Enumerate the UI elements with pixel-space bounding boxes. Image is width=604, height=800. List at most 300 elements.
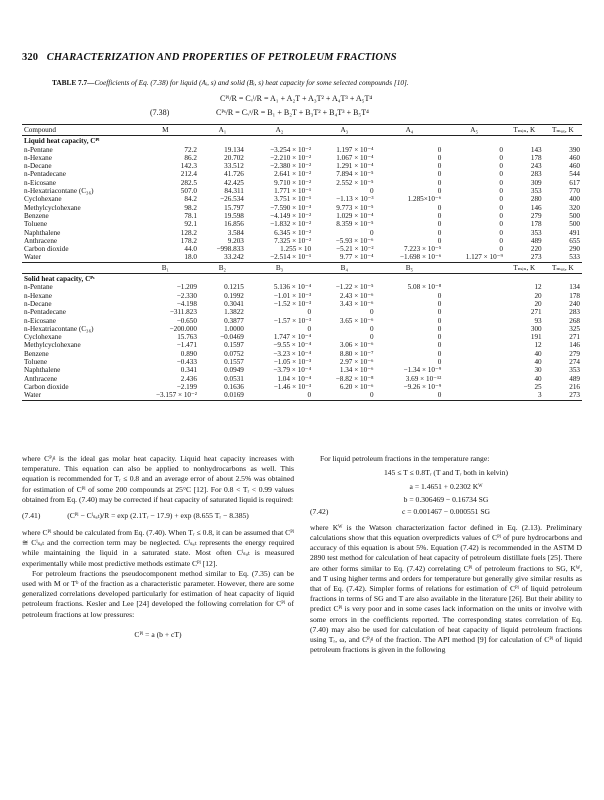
running-header: [22, 52, 582, 63]
table-cell: −1.52 × 10⁻³: [273, 299, 312, 308]
table-cell: 325: [569, 324, 580, 333]
table-row: [22, 350, 582, 358]
table-cell: −2.330: [176, 291, 197, 300]
table-cell: 2.436: [180, 374, 197, 383]
table-cell: −0.650: [176, 316, 197, 325]
table-cell: Compound: [22, 125, 132, 136]
table-cell: B₃: [246, 262, 313, 273]
table-cell: −3.23 × 10⁻⁴: [273, 349, 312, 358]
table-cell: Cyclohexane: [24, 333, 62, 342]
table-cell: 16.856: [224, 220, 244, 229]
table-cell: 33.242: [224, 253, 244, 262]
table-cell: −1.01 × 10⁻³: [273, 291, 312, 300]
table-cell: 146: [569, 341, 580, 350]
table-cell: [22, 262, 132, 273]
table-cell: 0: [499, 162, 503, 171]
table-cell: 0: [437, 203, 442, 212]
table-cell: 0: [437, 178, 442, 187]
equation-c: c = 0.001467 − 0.000551 SG: [401, 506, 491, 516]
table-cell: 12: [534, 283, 542, 292]
table-cell: 212.4: [180, 170, 197, 179]
table-cell: 290: [569, 245, 580, 254]
solid-header-row: [22, 262, 582, 273]
table-cell: −998.833: [216, 245, 244, 254]
table-cell: −2.380 × 10⁻²: [270, 162, 312, 171]
table-cell: n-Hexane: [24, 291, 52, 300]
table-cell: 2.97 × 10⁻⁶: [339, 358, 374, 367]
table-cell: 93: [534, 316, 542, 325]
table-cell: 1.3822: [224, 308, 244, 317]
table-cell: B₄: [313, 262, 375, 273]
table-cell: 280: [530, 195, 542, 204]
table-cell: −2.199: [176, 382, 197, 391]
table-cell: 0: [369, 324, 374, 333]
table-cell: 0.3041: [224, 299, 244, 308]
table-row: [22, 187, 582, 195]
table-cell: 98.2: [184, 203, 197, 212]
table-row: [22, 170, 582, 178]
table-cell: [443, 262, 505, 273]
table-cell: 353: [530, 228, 542, 237]
table-cell: A₅: [443, 125, 505, 136]
table-cell: 1.255 × 10: [280, 245, 312, 254]
table-cell: 178: [569, 291, 580, 300]
table-cell: B₂: [199, 262, 246, 273]
table-cell: −4.149 × 10⁻²: [270, 211, 312, 220]
table-cell: 3.584: [227, 228, 244, 237]
table-cell: Naphthalene: [24, 366, 61, 375]
table-cell: 0: [437, 153, 442, 162]
table-cell: 0.341: [180, 366, 197, 375]
table-row: [22, 375, 582, 383]
table-cell: 0: [499, 236, 503, 245]
table-caption-label: TABLE 7.7—: [52, 78, 95, 87]
table-cell: Tₘᵢₙ, K: [505, 125, 544, 136]
table-cell: 353: [530, 187, 542, 196]
table-cell: −4.198: [176, 299, 197, 308]
equation-b: b = 0.306469 − 0.16734 SG: [403, 494, 489, 504]
table-cell: 2.43 × 10⁻⁶: [339, 291, 374, 300]
table-cell: 42.425: [224, 178, 244, 187]
table-cell: n-Eicosane: [24, 316, 56, 325]
table-cell: 33.512: [224, 162, 244, 171]
table-row: [22, 179, 582, 187]
table-cell: 142.3: [180, 162, 197, 171]
table-cell: 1.197 × 10⁻⁴: [336, 145, 374, 154]
table-cell: 92.1: [184, 220, 197, 229]
table-cell: −311.823: [169, 308, 197, 317]
table-cell: 0.1597: [224, 341, 244, 350]
table-cell: 0.1636: [224, 382, 244, 391]
table-cell: 0: [499, 211, 503, 220]
table-cell: 489: [530, 236, 542, 245]
table-cell: [443, 391, 505, 400]
table-cell: 283: [530, 170, 542, 179]
table-cell: 2.552 × 10⁻⁵: [336, 178, 374, 187]
table-cell: −26.534: [220, 195, 244, 204]
table-cell: 0: [437, 299, 442, 308]
table-cell: [443, 308, 505, 316]
table-cell: Anthracene: [24, 236, 58, 245]
table-cell: 15.763: [177, 333, 197, 342]
table-cell: −3.79 × 10⁻⁴: [273, 366, 312, 375]
table-cell: Toluene: [24, 358, 48, 367]
table-cell: 7.894 × 10⁻⁵: [336, 170, 374, 179]
table-cell: 84.311: [224, 187, 244, 196]
table-cell: 3: [505, 391, 544, 400]
table-cell: 0: [499, 153, 503, 162]
table-row: [22, 162, 582, 170]
table-cell: 5.08 × 10⁻⁸: [407, 283, 442, 292]
table-row: [22, 253, 582, 262]
table-cell: n-Hexatriacontane (C₃₆): [24, 324, 94, 333]
table-cell: 271: [530, 308, 542, 317]
table-cell: 309: [530, 178, 542, 187]
table-cell: Cyclohexane: [24, 195, 62, 204]
table-cell: 9.710 × 10⁻²: [274, 178, 312, 187]
table-cell: 1.771 × 10⁻¹: [274, 187, 312, 196]
table-cell: 460: [569, 162, 580, 171]
left-paragraph-1: where Cᴾᵢᵍ is the ideal gas molar heat capacity. Liquid heat capacity increases with temperature. This equation can also be applied to nonhydrocarbons as well. This equation is recommended for Tᵣ ≤ 0.8 and an average error of about 2.5% was obtained for estimation of Cᴾˡ of some 200 compounds at 25°C [12]. For 0.8 < Tᵣ < 0.99 values obtained from Eq. (7.40) may be corrected if heat capacity of saturated liquid is required:: [22, 454, 294, 504]
table-cell: 9.203: [227, 236, 244, 245]
table-cell: −5.93 × 10⁻⁶: [335, 236, 374, 245]
table-cell: 400: [569, 195, 580, 204]
table-cell: 282.5: [180, 178, 197, 187]
table-cell: 25: [534, 382, 542, 391]
table-row: [22, 317, 582, 325]
table-cell: 0: [499, 145, 503, 154]
table-row: [22, 325, 582, 333]
table-cell: 0: [437, 324, 442, 333]
table-cell: 0: [437, 228, 442, 237]
table-cell: Tₘᵢₙ, K: [505, 262, 544, 273]
table-cell: 655: [569, 236, 580, 245]
table-cell: 489: [569, 374, 580, 383]
table-cell: 0: [499, 245, 503, 254]
table-cell: −1.57 × 10⁻³: [273, 316, 312, 325]
table-cell: 0: [499, 228, 503, 237]
table-cell: 9.773 × 10⁻⁵: [336, 203, 374, 212]
table-cell: −2.514 × 10⁻¹: [270, 253, 312, 262]
liquid-section-heading-label: Liquid heat capacity, Cᴾˡ: [24, 137, 100, 146]
table-cell: 0: [437, 162, 442, 171]
table-cell: 0: [437, 187, 442, 196]
table-row: [22, 220, 582, 228]
table-cell: 216: [569, 382, 580, 391]
table-cell: [443, 333, 505, 341]
table-cell: −9.55 × 10⁻⁴: [273, 341, 312, 350]
table-cell: 1.127 × 10⁻⁹: [465, 253, 503, 262]
table-cell: 143: [530, 145, 542, 154]
table-cell: 0.0169: [199, 391, 246, 400]
table-cell: 178: [530, 220, 542, 229]
table-cell: 279: [569, 349, 580, 358]
table-cell: 0: [313, 391, 375, 400]
table-cell: Carbon dioxide: [24, 245, 69, 254]
table-cell: [443, 350, 505, 358]
right-paragraph-2: where Kᵂ is the Watson characterization factor defined in Eq. (2.13). Preliminary calculations show that this equation overpredicts values of Cᴾˡ of pure hydrocarbons and accuracy of this equation is about 5%. Equation (7.42) is recommended in the ASTM D 2890 test method for calculation of heat capacity of petroleum distillate fuels [25]. There are other forms similar to Eq. (7.42) correlating Cᴾˡ of petroleum fractions to SG, Kᵂ, and T using higher terms and orders for temperature but generally give similar results as that of Eq. (7.42). Simpler forms of relations for estimation of Cᴾˡ of liquid petroleum fractions in terms of SG and T are also available in the literature [26]. But their ability to predict Cᴾˡ is very poor and in some cases lack information on the units or involve with some errors in the coefficients reported. The corresponding states correlation of Eq. (7.40) may also be used for calculation of heat capacity of liquid petroleum fractions using Tᵣ, ω, and Cᴾᵢᵍ of the fraction. The API method [9] for calculation of Cᴾˡ of liquid petroleum fractions is given in the following: [310, 522, 582, 655]
equation-solid: Cᴾˢ/R = Cᵥˢ/R = B₁ + B₂T + B₃T² + B₄T³ + B₅T⁴: [216, 108, 369, 117]
table-cell: 8.80 × 10⁻⁷: [339, 349, 374, 358]
table-cell: 300: [530, 324, 542, 333]
table-cell: 283: [569, 308, 580, 317]
table-cell: 0: [437, 291, 442, 300]
table-cell: [443, 358, 505, 366]
table-caption: [52, 78, 572, 87]
heat-capacity-table: [22, 124, 582, 401]
table-cell: n-Eicosane: [24, 178, 56, 187]
table-cell: A₂: [246, 125, 313, 136]
table-cell: Water: [24, 253, 41, 262]
table-cell: 20: [534, 291, 542, 300]
solid-section-heading-label: Solid heat capacity, Cᴾˢ: [24, 275, 95, 284]
table-cell: 0.1215: [224, 283, 244, 292]
table-cell: 9.77 × 10⁻⁴: [339, 253, 374, 262]
table-cell: 533: [569, 253, 580, 262]
table-cell: 0: [307, 308, 312, 317]
equation-number-741: (7.41): [22, 511, 41, 521]
table-cell: 353: [569, 366, 580, 375]
table-cell: 273: [530, 253, 542, 262]
table-row: [22, 300, 582, 308]
table-cell: −1.13 × 10⁻³: [336, 195, 374, 204]
table-cell: 0: [499, 203, 503, 212]
table-cell: [443, 283, 505, 291]
table-cell: 0.0752: [224, 349, 244, 358]
table-cell: [443, 317, 505, 325]
table-row: [22, 237, 582, 245]
table-cell: B₅: [376, 262, 444, 273]
table-cell: 390: [569, 145, 580, 154]
table-cell: 0.3877: [224, 316, 244, 325]
table-cell: Benzene: [24, 211, 49, 220]
table-cell: n-Decane: [24, 299, 52, 308]
table-cell: 3.43 × 10⁻⁶: [339, 299, 374, 308]
table-cell: 268: [569, 316, 580, 325]
table-cell: 460: [569, 153, 580, 162]
running-title: CHARACTERIZATION AND PROPERTIES OF PETROLEUM FRACTIONS: [46, 52, 397, 63]
table-cell: n-Pentane: [24, 145, 53, 154]
table-row: [22, 308, 582, 316]
table-cell: −200.000: [169, 324, 197, 333]
table-cell: 19.598: [224, 211, 244, 220]
table-row: [22, 212, 582, 220]
table-cell: Methylcyclohexane: [24, 203, 81, 212]
table-cell: −9.26 × 10⁻⁹: [403, 382, 442, 391]
table-cell: 1.747 × 10⁻⁴: [273, 333, 312, 342]
table-row: [22, 292, 582, 300]
table-cell: n-Hexane: [24, 153, 52, 162]
table-cell: 18.0: [184, 253, 197, 262]
table-cell: 134: [569, 283, 580, 292]
left-column: [22, 454, 294, 644]
table-cell: −0.433: [176, 358, 197, 367]
equation-742: [310, 507, 582, 518]
table-cell: 491: [569, 228, 580, 237]
table-cell: 128.2: [180, 228, 197, 237]
table-cell: 191: [530, 333, 542, 342]
table-cell: 1.067 × 10⁻⁴: [336, 153, 374, 162]
table-cell: 3.65 × 10⁻⁶: [339, 316, 374, 325]
table-cell: 3.751 × 10⁻¹: [274, 195, 312, 204]
table-cell: −1.05 × 10⁻³: [273, 358, 312, 367]
table-cell: 5.136 × 10⁻⁴: [273, 283, 312, 292]
page-number: 320: [22, 52, 39, 63]
table-cell: Carbon dioxide: [24, 382, 69, 391]
table-row: [22, 391, 582, 400]
table-cell: 146: [530, 203, 542, 212]
table-cell: 0: [437, 170, 442, 179]
table-cell: Benzene: [24, 349, 49, 358]
table-row: [22, 204, 582, 212]
table-cell: −1.832 × 10⁻²: [270, 220, 312, 229]
table-cell: 320: [569, 203, 580, 212]
table-cell: 0: [499, 178, 503, 187]
table-cell: A₃: [313, 125, 375, 136]
table-cell: 0: [246, 391, 313, 400]
table-cell: 178.2: [180, 236, 197, 245]
left-paragraph-3: For petroleum fractions the pseudocomponent method similar to Eq. (7.35) can be used with M or Tᵇ of the fraction as a characteristic parameter. However, there are some generalized correlations developed particularly for estimation of heat capacity of liquid petroleum fractions. Kesler and Lee [24] developed the following correlation for Cᴾˡ of petroleum fractions at low pressures:: [22, 568, 294, 619]
liquid-header-row: [22, 125, 582, 136]
table-caption-text: Coefficients of Eq. (7.38) for liquid (Aᵢ, s) and solid (Bᵢ, s) heat capacity for some selected compounds [10].: [94, 78, 409, 87]
table-cell: 12: [534, 341, 542, 350]
temperature-range: 145 ≤ T ≤ 0.8Tᵣ (T and Tᵣ both in kelvin): [383, 468, 509, 478]
table-cell: 19.134: [224, 145, 244, 154]
solid-section-heading: [22, 274, 582, 284]
table-cell: −3.157 × 10⁻²: [132, 391, 199, 400]
table-cell: 273: [544, 391, 582, 400]
table-cell: 0: [369, 187, 374, 196]
table-cell: 8.359 × 10⁻⁵: [336, 220, 374, 229]
table-cell: 0: [437, 358, 442, 367]
right-paragraph-1: For liquid petroleum fractions in the temperature range:: [320, 454, 490, 463]
table-cell: 7.223 × 10⁻⁵: [403, 245, 442, 254]
equation-741: [22, 511, 294, 522]
table-cell: 0: [369, 333, 374, 342]
table-cell: 0: [437, 349, 442, 358]
table-cell: n-Pentadecane: [24, 170, 66, 179]
table-cell: −1.34 × 10⁻⁹: [403, 366, 442, 375]
table-row: [22, 245, 582, 253]
table-cell: A₄: [376, 125, 444, 136]
table-cell: 0: [437, 220, 442, 229]
table-cell: 1.285×10⁻⁶: [407, 195, 442, 204]
table-cell: Anthracene: [24, 374, 58, 383]
table-cell: A₁: [199, 125, 246, 136]
table-cell: 78.1: [184, 211, 197, 220]
table-cell: 220: [530, 245, 542, 254]
table-cell: 770: [569, 187, 580, 196]
table-row: [22, 146, 582, 154]
table-cell: 271: [569, 333, 580, 342]
table-cell: 3.69 × 10⁻¹²: [405, 374, 442, 383]
table-cell: [443, 325, 505, 333]
table-cell: M: [132, 125, 199, 136]
table-cell: 84.2: [184, 195, 197, 204]
table-cell: −1.698 × 10⁻⁶: [399, 253, 442, 262]
table-cell: Tₘₐₓ, K: [544, 125, 582, 136]
table-row: [22, 229, 582, 237]
left-paragraph-2: where Cᴾˡ should be calculated from Eq. (7.40). When Tᵣ ≤ 0.8, it can be assumed that Cᴾˡ ≅ Cˡₛₐₜ and the correction term may be neglected. Cˡₛₐₜ represents the energy required while maintaining the liquid in a saturated state. Most often Cˡₛₐₜ is measured experimentally while most predictive methods estimate Cᴾˡ [12].: [22, 528, 294, 568]
table-cell: [443, 292, 505, 300]
table-cell: [443, 341, 505, 349]
table-cell: −3.254 × 10⁻²: [270, 145, 312, 154]
table-cell: 500: [569, 211, 580, 220]
table-cell: 1.291 × 10⁻⁴: [336, 162, 374, 171]
table-cell: 0.890: [180, 349, 197, 358]
table-cell: 544: [569, 170, 580, 179]
table-cell: 0: [437, 333, 442, 342]
table-cell: 0.0531: [224, 374, 244, 383]
table-cell: 243: [530, 162, 542, 171]
table-cell: −2.210 × 10⁻²: [270, 153, 312, 162]
liquid-section-heading: [22, 136, 582, 146]
table-cell: 0: [369, 228, 374, 237]
table-cell: 2.641 × 10⁻²: [274, 170, 312, 179]
table-cell: 0.1557: [224, 358, 244, 367]
table-cell: 86.2: [184, 153, 197, 162]
right-column: [310, 454, 582, 655]
table-cell: 0: [437, 341, 442, 350]
table-cell: [443, 375, 505, 383]
equation-kesler-lee: Cᴾˡ = a (b + cT): [134, 629, 182, 639]
table-cell: Water: [22, 391, 132, 400]
table-equation-block: [150, 94, 480, 122]
table-cell: 1.0000: [224, 324, 244, 333]
equation-number-738: (7.38): [150, 108, 170, 117]
table-cell: 6.20 × 10⁻⁶: [339, 382, 374, 391]
equation-number-742: (7.42): [310, 506, 329, 516]
table-cell: 0.0949: [224, 366, 244, 375]
table-cell: −1.209: [176, 283, 197, 292]
table-cell: n-Pentadecane: [24, 308, 66, 317]
table-row: [22, 154, 582, 162]
table-cell: 41.726: [224, 170, 244, 179]
table-cell: −8.82 × 10⁻⁸: [335, 374, 374, 383]
table-cell: 44.0: [184, 245, 197, 254]
table-cell: 0: [369, 308, 374, 317]
table-cell: B₁: [132, 262, 199, 273]
table-row: [22, 341, 582, 349]
table-cell: −1.471: [176, 341, 197, 350]
table-cell: 0: [376, 391, 444, 400]
table-cell: 500: [569, 220, 580, 229]
table-row: [22, 366, 582, 374]
table-cell: 0: [437, 145, 442, 154]
table-cell: 40: [534, 349, 542, 358]
table-cell: 6.345 × 10⁻²: [274, 228, 312, 237]
table-row: [22, 283, 582, 291]
table-cell: −0.0469: [220, 333, 244, 342]
table-cell: 507.0: [180, 187, 197, 196]
table-cell: Naphthalene: [24, 228, 61, 237]
table-cell: 178: [530, 153, 542, 162]
table-cell: 1.04 × 10⁻⁴: [277, 374, 312, 383]
table-cell: 3.06 × 10⁻⁶: [339, 341, 374, 350]
table-row: [22, 195, 582, 203]
table-cell: Tₘₐₓ, K: [544, 262, 582, 273]
table-cell: 1.34 × 10⁻⁶: [339, 366, 374, 375]
table-cell: −1.22 × 10⁻⁵: [335, 283, 374, 292]
table-cell: 72.2: [184, 145, 197, 154]
table-cell: 0: [499, 220, 503, 229]
table-cell: −7.590 × 10⁻³: [270, 203, 312, 212]
table-cell: 7.325 × 10⁻²: [274, 236, 312, 245]
table-cell: 1.029 × 10⁻⁴: [336, 211, 374, 220]
table-cell: n-Decane: [24, 162, 52, 171]
table-cell: 0: [437, 316, 442, 325]
table-cell: −5.21 × 10⁻²: [336, 245, 374, 254]
